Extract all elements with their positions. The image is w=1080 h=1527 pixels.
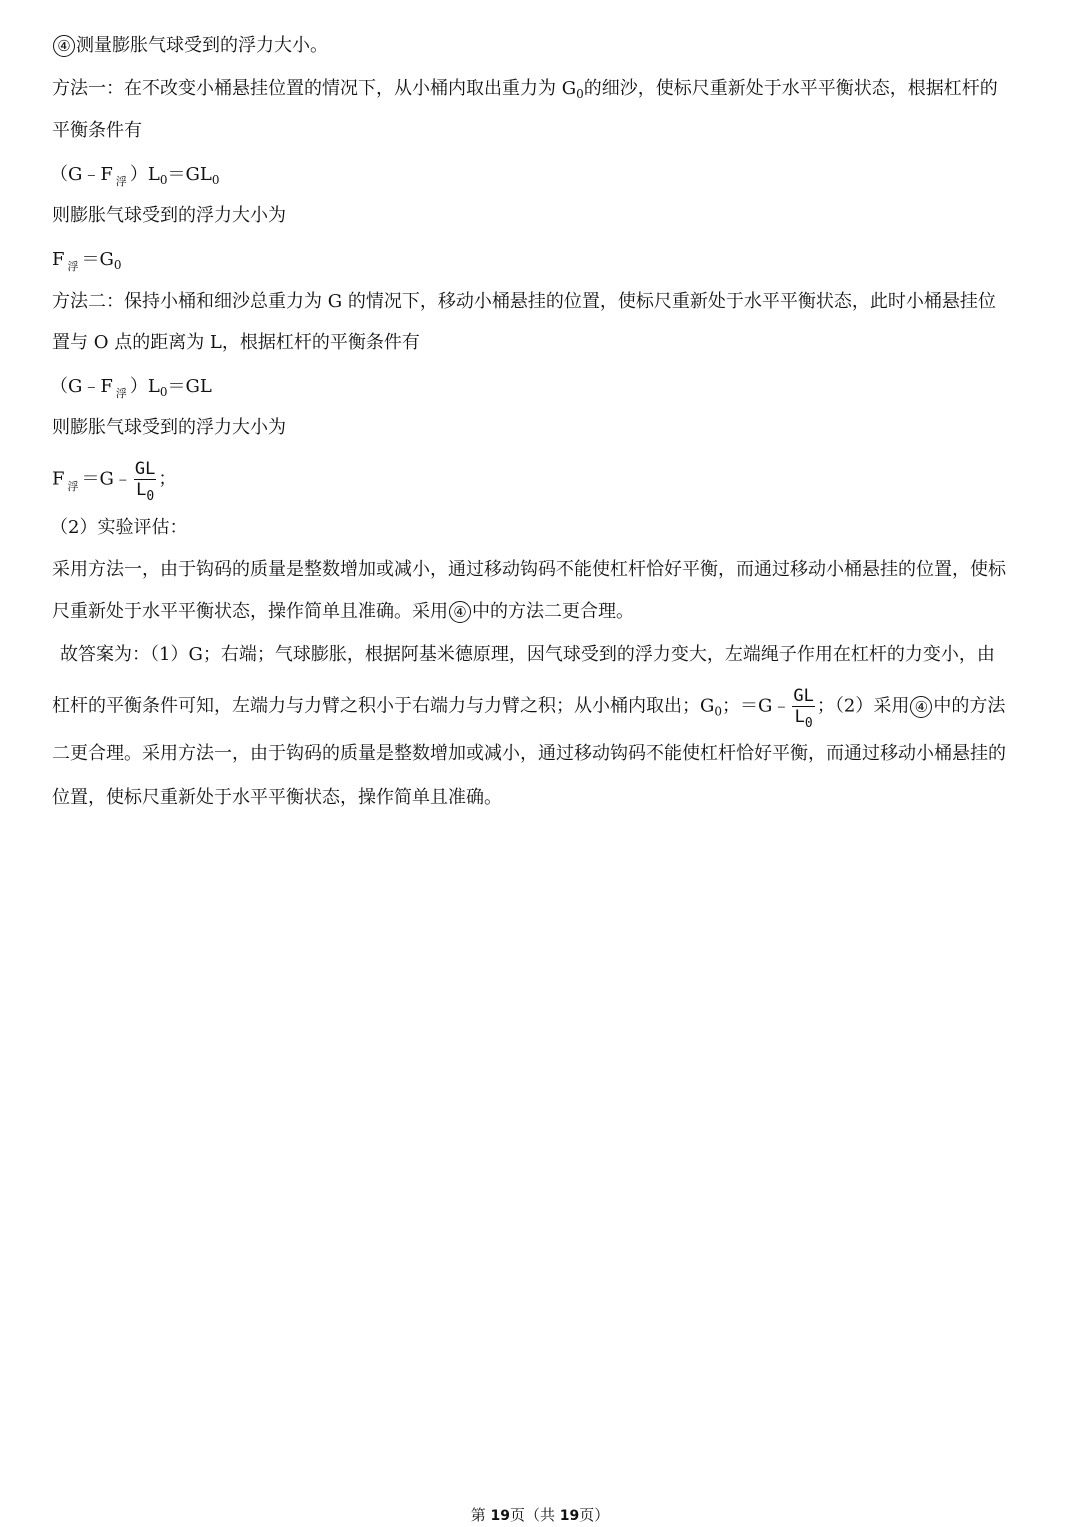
subscript-buoyancy: 浮 <box>67 479 79 493</box>
text: 方法二：保持小桶和细沙总重力为 G 的情况下，移动小桶悬挂的位置，使标尺重新处于水平平衡状态，此时小桶悬挂位 <box>52 291 996 312</box>
text: L <box>794 707 805 727</box>
text: 测量膨胀气球受到的浮力大小。 <box>76 35 328 56</box>
text: 采用方法一，由于钩码的质量是整数增加或减小，通过移动钩码不能使杠杆恰好平衡，而通过移动小桶悬挂的位置，使标 <box>52 559 1006 580</box>
text: 的细沙，使标尺重新处于水平平衡状态，根据杠杆的 <box>583 78 998 99</box>
subscript-buoyancy: 浮 <box>115 175 127 188</box>
text: ＝G <box>81 249 114 270</box>
text: 方法一：在不改变小桶悬挂位置的情况下，从小桶内取出重力为 G <box>52 78 577 99</box>
fraction-denominator <box>134 480 156 504</box>
circled-number-4: ④ <box>53 35 75 57</box>
subscript: 0 <box>159 385 168 399</box>
text: ； <box>158 468 177 490</box>
equation-buoyancy-2 <box>52 459 1054 504</box>
step-4-heading <box>52 34 1054 58</box>
text: 置与 O 点的距离为 L，根据杠杆的平衡条件有 <box>52 332 420 353</box>
subscript: 0 <box>159 173 168 187</box>
page-total: 19 <box>559 1508 580 1524</box>
subscript: 0 <box>804 716 813 731</box>
method-one-paragraph <box>52 77 1054 101</box>
answer-paragraph <box>60 643 1054 667</box>
text: F <box>52 249 65 270</box>
page-number: 19 <box>490 1508 510 1524</box>
answer-paragraph-end <box>52 786 1054 810</box>
text: ；（2）采用 <box>816 695 910 717</box>
subscript-buoyancy: 浮 <box>67 260 79 273</box>
circled-number-4: ④ <box>910 696 932 718</box>
buoyancy-intro-2 <box>52 416 1054 440</box>
buoyancy-intro-1 <box>52 204 1054 228</box>
subscript: 0 <box>211 173 220 187</box>
text: ＝GL <box>167 164 212 185</box>
footer-text: 第 <box>470 1506 491 1524</box>
method-one-paragraph-cont <box>52 119 1054 143</box>
text: （G﹣F <box>50 376 113 397</box>
subscript: 0 <box>146 489 155 504</box>
text: ＝GL <box>167 376 212 397</box>
text: 尺重新处于水平平衡状态，操作简单且准确。采用 <box>52 601 448 622</box>
text: ）L <box>129 164 160 185</box>
fraction <box>792 686 814 731</box>
text: 杠杆的平衡条件可知，左端力与力臂之积小于右端力与力臂之积；从小桶内取出；G <box>52 695 715 717</box>
text: 位置，使标尺重新处于水平平衡状态，操作简单且准确。 <box>52 787 502 808</box>
equation-lever-balance-1 <box>50 163 1054 194</box>
subscript: 0 <box>714 704 723 719</box>
text: ；＝G﹣ <box>722 695 791 717</box>
evaluation-paragraph <box>52 558 1054 582</box>
evaluation-heading <box>50 516 1054 540</box>
answer-paragraph-cont <box>52 742 1054 766</box>
text: ＝G﹣ <box>81 468 132 490</box>
circled-number-4: ④ <box>449 601 471 623</box>
fraction <box>134 459 156 504</box>
method-two-paragraph <box>52 290 1054 314</box>
text: ）L <box>129 376 160 397</box>
answer-paragraph-formula-line <box>52 686 1054 731</box>
text: 二更合理。采用方法一，由于钩码的质量是整数增加或减小，通过移动钩码不能使杠杆恰好平衡，而通过移动小桶悬挂的 <box>52 743 1006 764</box>
text: 中的方法 <box>933 695 1006 717</box>
subscript-buoyancy: 浮 <box>115 387 127 400</box>
page-footer <box>0 1505 1080 1526</box>
method-two-paragraph-cont <box>52 331 1054 355</box>
subscript: 0 <box>576 87 584 101</box>
text: 故答案为：（1）G；右端；气球膨胀，根据阿基米德原理，因气球受到的浮力变大，左端绳子作用在杠杆的力变小，由 <box>60 644 995 665</box>
fraction-denominator <box>792 707 814 731</box>
subscript: 0 <box>113 258 122 272</box>
fraction-numerator: GL <box>134 459 156 479</box>
text: L <box>136 480 147 500</box>
text: 则膨胀气球受到的浮力大小为 <box>52 417 286 438</box>
footer-text: 页） <box>579 1506 610 1524</box>
equation-lever-balance-2 <box>50 375 1054 406</box>
fraction-numerator: GL <box>793 686 814 706</box>
text: （G﹣F <box>50 164 113 185</box>
text: 中的方法二更合理。 <box>472 601 634 622</box>
text: 则膨胀气球受到的浮力大小为 <box>52 205 286 226</box>
text: F <box>52 468 65 490</box>
text: 平衡条件有 <box>52 120 142 141</box>
equation-buoyancy-1 <box>52 248 1054 279</box>
evaluation-paragraph-cont <box>52 600 1054 624</box>
text: （2）实验评估： <box>50 517 188 538</box>
footer-text: 页（共 <box>509 1506 560 1524</box>
